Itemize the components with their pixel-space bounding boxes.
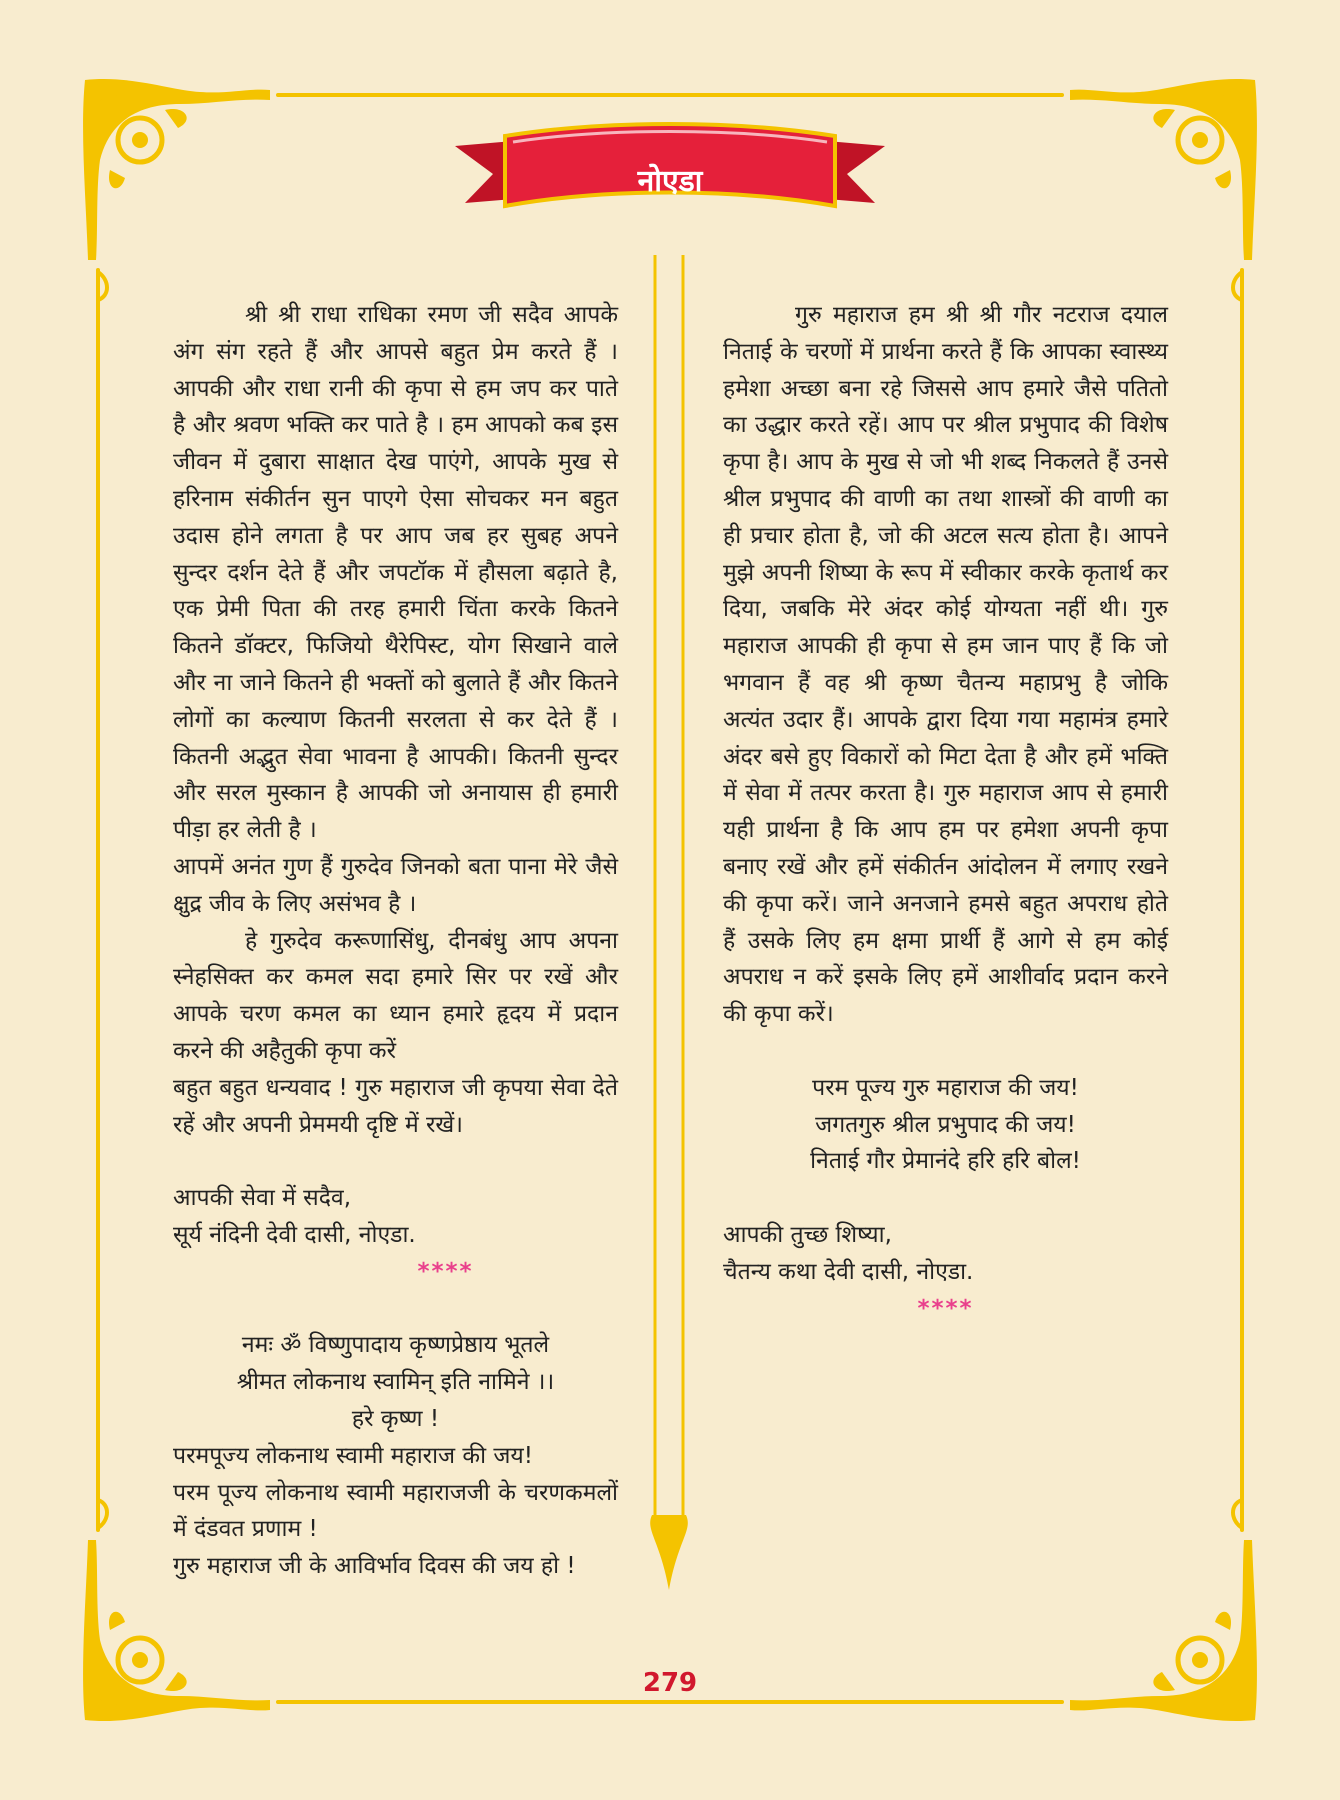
left-separator-stars: **** <box>417 1258 474 1285</box>
mantra-line-2: श्रीमत लोकनाथ स्वामिन् इति नामिने ।। <box>236 1369 555 1396</box>
right-signature: चैतन्य कथा देवी दासी, नोएडा. <box>723 1258 974 1285</box>
left-closing: आपकी सेवा में सदैव, <box>173 1185 352 1212</box>
left-column <box>173 297 618 1585</box>
left-paragraph-3: हे गुरुदेव करूणासिंधु, दीनबंधु आप अपना स्नेहसिक्त कर कमल सदा हमारे सिर पर रखें और आपके चरण कमल का ध्यान हमारे हृदय में प्रदान करने की अहैतुकी कृपा करें <box>173 927 618 1064</box>
right-closing: आपकी तुच्छ शिष्या, <box>723 1221 892 1248</box>
right-separator-stars: **** <box>917 1295 974 1322</box>
left-paragraph-4: बहुत बहुत धन्यवाद ! गुरु महाराज जी कृपया सेवा देते रहें और अपनी प्रेममयी दृष्टि में रखें। <box>173 1074 618 1138</box>
glory-line-1: परमपूज्य लोकनाथ स्वामी महाराज की जय! <box>173 1442 533 1469</box>
mantra-line-1: नमः ॐ विष्णुपादाय कृष्णप्रेष्ठाय भूतले <box>241 1332 550 1359</box>
right-column <box>723 297 1168 1327</box>
mantra-line-3: हरे कृष्ण ! <box>351 1405 440 1432</box>
page-title: नोएडा <box>637 164 703 199</box>
right-paragraph: गुरु महाराज हम श्री श्री गौर नटराज दयाल निताई के चरणों में प्रार्थना करते हैं कि आपका स्वास्थ्य हमेशा अच्छा बना रहे जिससे आप हमारे जैसे पतितो का उद्धार करते रहें। आप पर श्रील प्रभुपाद की विशेष कृपा है। आप के मुख से जो भी शब्द निकलते हैं उनसे श्रील प्रभुपाद की वाणी का तथा शास्त्रों की वाणी का ही प्रचार होता है, जो की अटल सत्य होता है। आपने मुझे अपनी शिष्या के रूप में स्वीकार करके कृतार्थ कर दिया, जबकि मेरे अंदर कोई योग्यता नहीं थी। गुरु महाराज आपकी ही कृपा से हम जान पाए हैं कि जो भगवान हैं वह श्री कृष्ण चैतन्य महाप्रभु है जोकि अत्यंत उदार हैं। आपके द्वारा दिया गया महामंत्र हमारे अंदर बसे हुए विकारों को मिटा देता है और हमें भक्ति में सेवा में तत्पर करता है। गुरु महाराज आप से हमारी यही प्रार्थना है कि आप हम पर हमेशा अपनी कृपा बनाए रखें और हमें संकीर्तन आंदोलन में लगाए रखने की कृपा करें। जाने अनजाने हमसे बहुत अपराध होते हैं उसके लिए हम क्षमा प्रार्थी हैं आगे से हम कोई अपराध न करें इसके लिए हमें आशीर्वाद प्रदान करने की कृपा करें। <box>723 302 1168 1028</box>
page-number: 279 <box>642 1668 698 1698</box>
glory-line-3: गुरु महाराज जी के आविर्भाव दिवस की जय हो ! <box>173 1553 576 1580</box>
corner-ornament-bottom-right <box>1070 1540 1257 1721</box>
jay-line-3: निताई गौर प्रेमानंदे हरि हरि बोल! <box>810 1148 1081 1175</box>
column-divider <box>650 255 688 1590</box>
glory-line-2: परम पूज्य लोकनाथ स्वामी महाराजजी के चरणकमलों में दंडवत प्रणाम ! <box>173 1479 618 1543</box>
left-paragraph-1: श्री श्री राधा राधिका रमण जी सदैव आपके अंग संग रहते हैं और आपसे बहुत प्रेम करते हैं । आपकी और राधा रानी की कृपा से हम जप कर पाते है और श्रवण भक्ति कर पाते है । हम आपको कब इस जीवन में दुबारा साक्षात देख पाएंगे, आपके मुख से हरिनाम संकीर्तन सुन पाएगे ऐसा सोचकर मन बहुत उदास होने लगता है पर आप जब हर सुबह अपने सुन्दर दर्शन देते हैं और जपटॉक में हौसला बढ़ाते है, एक प्रेमी पिता की तरह हमारी चिंता करके कितने कितने डॉक्टर, फिजियो थैरेपिस्ट, योग सिखाने वाले और ना जाने कितने ही भक्तों को बुलाते हैं और कितने लोगों का कल्याण कितनी सरलता से कर देते हैं । कितनी अद्भुत सेवा भावना है आपकी। कितनी सुन्दर और सरल मुस्कान है आपकी जो अनायास ही हमारी पीड़ा हर लेती है । <box>173 302 618 844</box>
corner-ornament-top-left <box>83 79 270 260</box>
jay-line-1: परम पूज्य गुरु महाराज की जय! <box>812 1074 1079 1101</box>
jay-line-2: जगतगुरु श्रील प्रभुपाद की जय! <box>815 1111 1076 1138</box>
corner-ornament-top-right <box>1070 79 1257 260</box>
left-signature: सूर्य नंदिनी देवी दासी, नोएडा. <box>173 1221 416 1248</box>
left-paragraph-2: आपमें अनंत गुण हैं गुरुदेव जिनको बता पाना मेरे जैसे क्षुद्र जीव के लिए असंभव है । <box>173 853 618 917</box>
